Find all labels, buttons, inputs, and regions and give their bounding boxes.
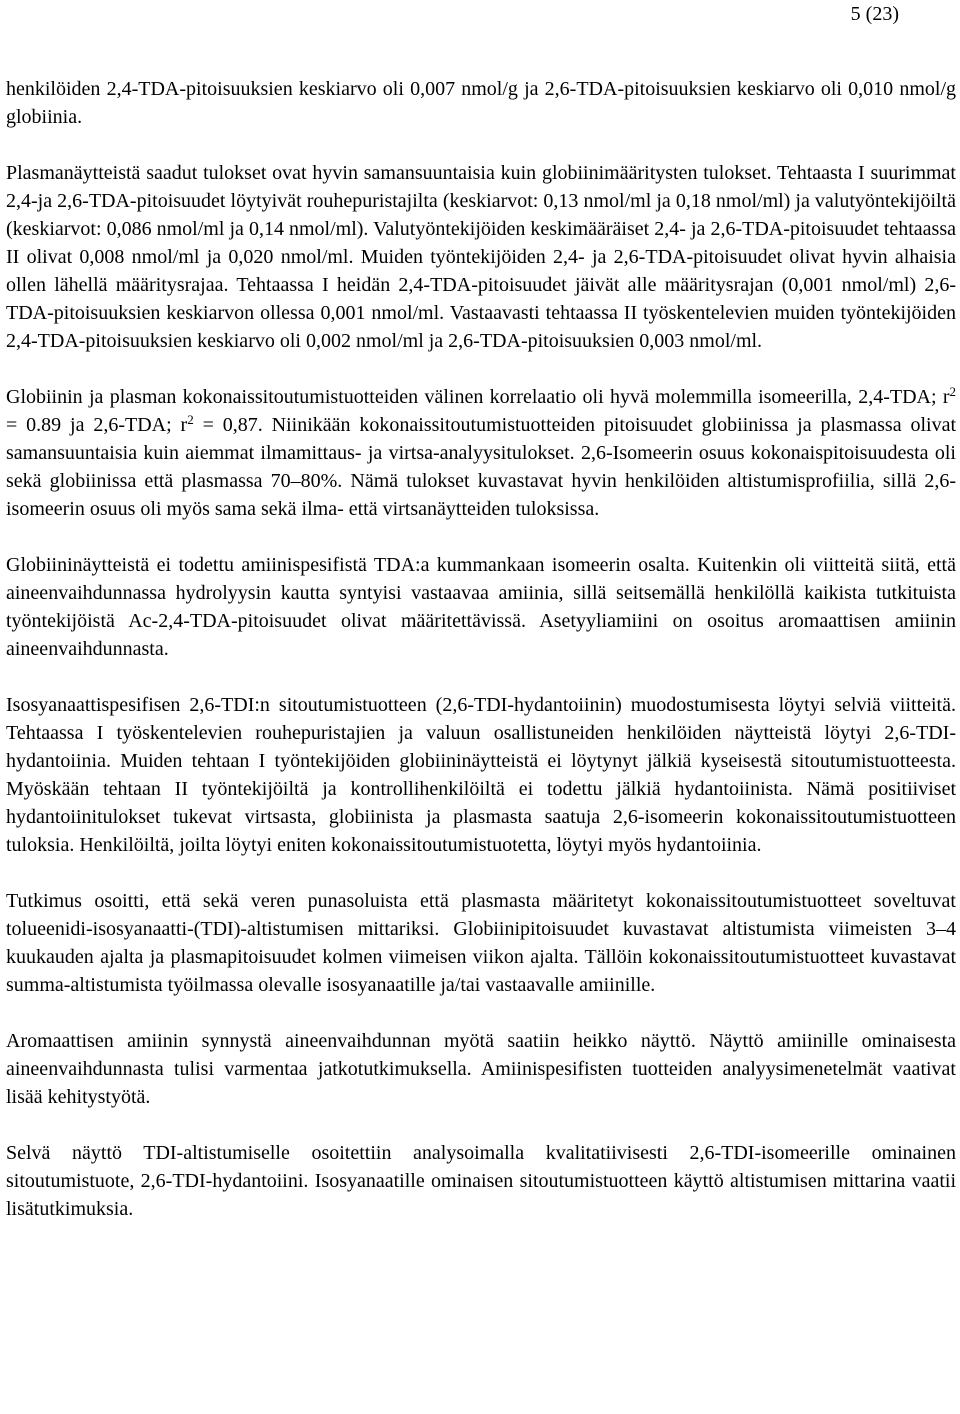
paragraph-1: henkilöiden 2,4-TDA-pitoisuuksien keskiarvo oli 0,007 nmol/g ja 2,6-TDA-pitoisuuksien keskiarvo oli 0,010 nmol/g globiinia. (6, 78, 956, 128)
superscript-2: 2 (949, 384, 956, 399)
paragraph-3-text-3: = 0,87. Niinikään kokonaissitoutumistuotteiden pitoisuudet globiinissa ja plasmassa olivat samansuuntaisia kuin aiemmat ilmamittaus- ja virtsa-analyysitulokset. 2,6-Isomeerin osuus kokonaispitoisuudesta oli sekä globiinissa että plasmassa 70–80%. Nämä tulokset kuvastavat hyvin henkilöiden altistumisprofiilia, sillä 2,6-isomeerin osuus oli myös sama sekä ilma- että virtsanäytteiden tuloksissa. (6, 414, 956, 520)
paragraph-5: Isosyanaattispesifisen 2,6-TDI:n sitoutumistuotteen (2,6-TDI-hydantoiinin) muodostumisesta löytyi selviä viitteitä. Tehtaassa I työskentelevien rouhepuristajien ja valuun osallistuneiden henkilöiden näytteistä löytyi 2,6-TDI-hydantoiinia. Muiden tehtaan I työntekijöiden globiininäytteistä ei löytynyt jälkiä kyseisestä sitoutumistuotteesta. Myöskään tehtaan II työntekijöiltä ja kontrollihenkilöiltä ei todettu jälkiä hydantoiinista. Nämä positiiviset hydantoiinitulokset tukevat virtsasta, globiinista ja plasmasta saatuja 2,6-isomeerin kokonaissitoutumistuotteen tuloksia. Henkilöiltä, joilta löytyi eniten kokonaissitoutumistuotetta, löytyi myös hydantoiinia. (6, 694, 956, 856)
document-body (6, 75, 956, 1223)
paragraph-2: Plasmanäytteistä saadut tulokset ovat hyvin samansuuntaisia kuin globiinimääritysten tulokset. Tehtaasta I suurimmat 2,4-ja 2,6-TDA-pitoisuudet löytyivät rouhepuristajilta (keskiarvot: 0,13 nmol/ml ja 0,18 nmol/ml) ja valutyöntekijöiltä (keskiarvot: 0,086 nmol/ml ja 0,14 nmol/ml). Valutyöntekijöiden keskimääräiset 2,4- ja 2,6-TDA-pitoisuudet tehtaassa II olivat 0,008 nmol/ml ja 0,020 nmol/ml. Muiden työntekijöiden 2,4- ja 2,6-TDA-pitoisuudet olivat hyvin alhaisia ollen lähellä määritysrajaa. Tehtaassa I heidän 2,4-TDA-pitoisuudet jäivät alle määritysrajan (0,001 nmol/ml) 2,6-TDA-pitoisuuksien keskiarvon ollessa 0,001 nmol/ml. Vastaavasti tehtaassa II työskentelevien muiden työntekijöiden 2,4-TDA-pitoisuuksien keskiarvo oli 0,002 nmol/ml ja 2,6-TDA-pitoisuuksien 0,003 nmol/ml. (6, 162, 956, 352)
paragraph-4: Globiininäytteistä ei todettu amiinispesifistä TDA:a kummankaan isomeerin osalta. Kuitenkin oli viitteitä siitä, että aineenvaihdunnassa hydrolyysin kautta syntyisi vastaavaa amiinia, sillä seitsemällä henkilöllä kaikista tutkituista työntekijöistä Ac-2,4-TDA-pitoisuudet olivat määritettävissä. Asetyyliamiini on osoitus aromaattisen amiinin aineenvaihdunnasta. (6, 554, 956, 660)
paragraph-8: Selvä näyttö TDI-altistumiselle osoitettiin analysoimalla kvalitatiivisesti 2,6-TDI-isomeerille ominainen sitoutumistuote, 2,6-TDI-hydantoiini. Isosyanaatille ominaisen sitoutumistuotteen käyttö altistumisen mittarina vaatii lisätutkimuksia. (6, 1142, 956, 1220)
superscript-2: 2 (187, 412, 194, 427)
paragraph-7: Aromaattisen amiinin synnystä aineenvaihdunnan myötä saatiin heikko näyttö. Näyttö amiinille ominaisesta aineenvaihdunnasta tulisi varmentaa jatkotutkimuksella. Amiinispesifisten tuotteiden analyysimenetelmät vaativat lisää kehitystyötä. (6, 1030, 956, 1108)
paragraph-3-text-1: Globiinin ja plasman kokonaissitoutumistuotteiden välinen korrelaatio oli hyvä molemmilla isomeerilla, 2,4-TDA; r (6, 386, 950, 408)
paragraph-3-text-2: = 0.89 ja 2,6-TDA; r (6, 414, 188, 436)
paragraph-3 (6, 383, 956, 523)
paragraph-6: Tutkimus osoitti, että sekä veren punasoluista että plasmasta määritetyt kokonaissitoutumistuotteet soveltuvat tolueenidi-isosyanaatti-(TDI)-altistumisen mittariksi. Globiinipitoisuudet kuvastavat altistumista viimeisten 3–4 kuukauden ajalta ja plasmapitoisuudet kolmen viimeisen viikon ajalta. Tällöin kokonaissitoutumistuotteet kuvastavat summa-altistumista työilmassa olevalle isosyanaatille ja/tai vastaavalle amiinille. (6, 890, 956, 996)
page-number: 5 (23) (850, 3, 899, 25)
